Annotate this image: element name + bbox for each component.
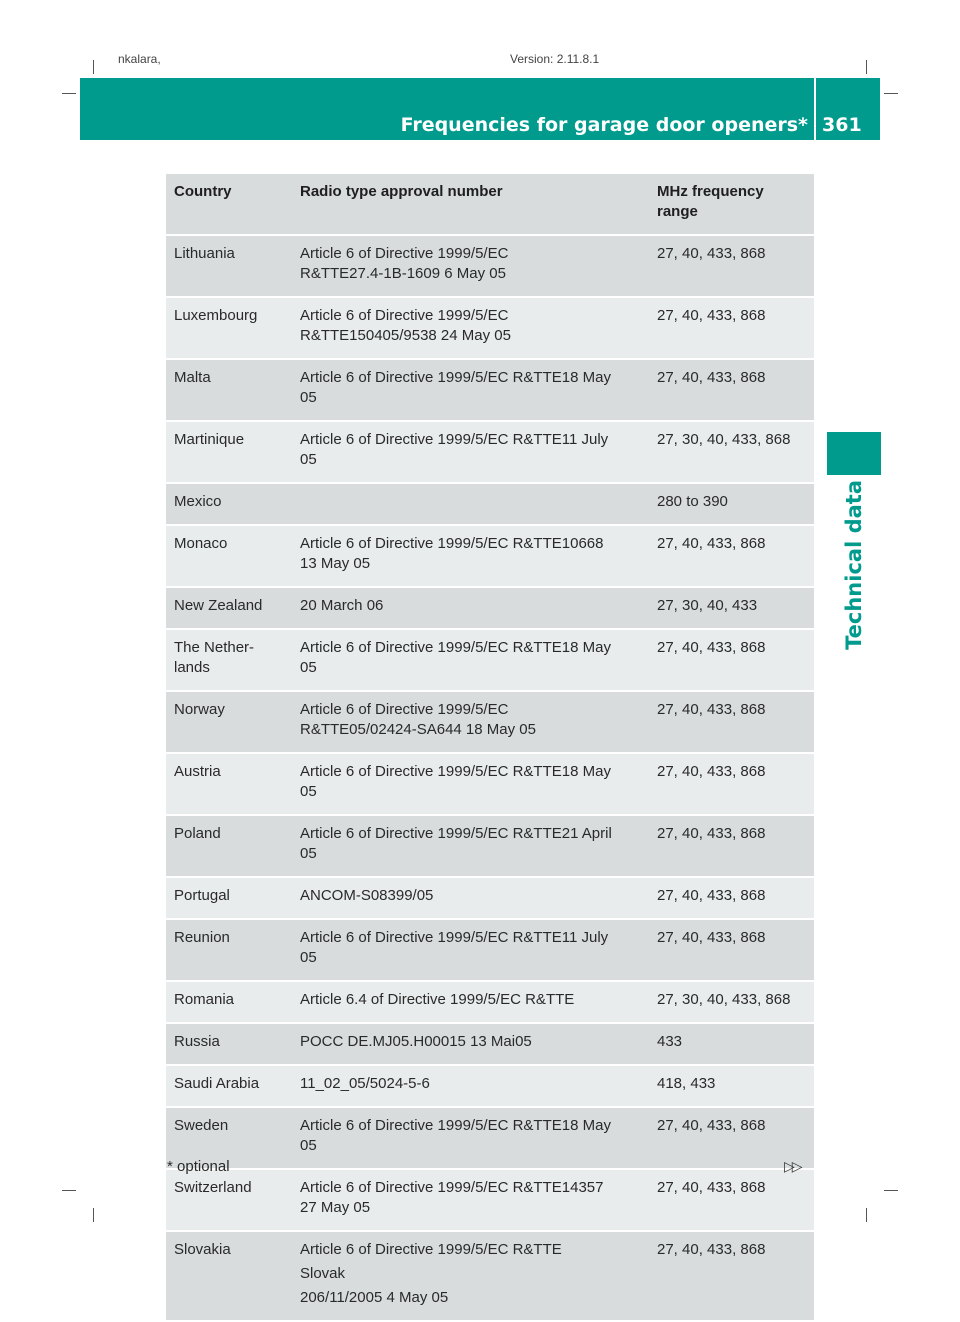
cell-text-line: Article 6 of Directive 1999/5/EC R&TTE [300, 1241, 562, 1258]
cell-radio-approval [292, 360, 649, 420]
cell-text-line: Slovakia [174, 1241, 231, 1258]
cell-text-line: Sweden [174, 1117, 229, 1134]
print-slug-left: nkalara, [118, 52, 161, 66]
cell-mhz-range [649, 1232, 814, 1320]
cell-mhz-range [649, 982, 814, 1022]
cell-country [166, 1066, 292, 1106]
crop-mark [93, 1208, 94, 1222]
cell-text-line: Article 6 of Directive 1999/5/EC R&TTE14357 [300, 1179, 604, 1196]
cell-text-line: Lithuania [174, 245, 235, 262]
crop-mark [62, 93, 76, 94]
cell-country [166, 484, 292, 524]
cell-mhz-range [649, 692, 814, 752]
cell-mhz-range [649, 588, 814, 628]
cell-text-line: Article 6 of Directive 1999/5/EC R&TTE21 April [300, 825, 612, 842]
cell-text-line: Romania [174, 991, 235, 1008]
cell-text-line: 27, 40, 433, 868 [657, 535, 766, 552]
cell-country [166, 920, 292, 980]
section-tab [826, 480, 882, 660]
cell-text-line: Article 6 of Directive 1999/5/EC R&TTE18 May [300, 763, 611, 780]
header-country: Country [166, 174, 292, 234]
cell-mhz-range [649, 360, 814, 420]
section-tab-label: Technical data [842, 480, 866, 650]
cell-country [166, 298, 292, 358]
table-row [166, 422, 814, 482]
cell-text-line: Article 6 of Directive 1999/5/EC R&TTE18 May [300, 1117, 611, 1134]
cell-mhz-range [649, 422, 814, 482]
cell-text-line: 280 to 390 [657, 493, 728, 510]
page-number: 361 [822, 114, 862, 136]
cell-text-line: Article 6 of Directive 1999/5/EC R&TTE18 May [300, 639, 611, 656]
cell-text-line: Article 6 of Directive 1999/5/EC R&TTE11 July [300, 929, 609, 946]
cell-text-line: 27, 40, 433, 868 [657, 825, 766, 842]
cell-text-line: R&TTE05/02424-SA644 18 May 05 [300, 721, 536, 738]
cell-text-line: Article 6 of Directive 1999/5/EC [300, 245, 509, 262]
cell-radio-approval [292, 298, 649, 358]
cell-country [166, 692, 292, 752]
cell-country [166, 1170, 292, 1230]
cell-text-line: Poland [174, 825, 221, 842]
table-row [166, 236, 814, 296]
cell-radio-approval [292, 588, 649, 628]
cell-country [166, 526, 292, 586]
cell-radio-approval [292, 236, 649, 296]
cell-text-line: 05 [300, 451, 317, 468]
table-row [166, 878, 814, 918]
cell-mhz-range [649, 1024, 814, 1064]
cell-text-line: 27, 40, 433, 868 [657, 929, 766, 946]
cell-text-line: 27, 30, 40, 433, 868 [657, 431, 791, 448]
cell-text-line: Luxembourg [174, 307, 258, 324]
cell-text-line: Russia [174, 1033, 220, 1050]
cell-country [166, 422, 292, 482]
footnote: * optional [167, 1158, 230, 1175]
cell-mhz-range [649, 236, 814, 296]
cell-text-line: lands [174, 659, 210, 676]
cell-text-line: 05 [300, 845, 317, 862]
table-body [166, 236, 814, 1320]
table-row [166, 360, 814, 420]
cell-country [166, 630, 292, 690]
cell-text-line: The Nether- [174, 639, 255, 656]
cell-radio-approval [292, 878, 649, 918]
cell-mhz-range [649, 630, 814, 690]
table-row [166, 1232, 814, 1320]
table-row [166, 526, 814, 586]
cell-text-line: Article 6 of Directive 1999/5/EC [300, 307, 509, 324]
header-radio-approval: Radio type approval number [292, 174, 649, 234]
cell-radio-approval [292, 692, 649, 752]
cell-text-line: 27, 40, 433, 868 [657, 639, 766, 656]
cell-radio-approval [292, 630, 649, 690]
cell-radio-approval [292, 484, 649, 524]
table-row [166, 982, 814, 1022]
cell-radio-approval [292, 526, 649, 586]
cell-text-line: 27, 40, 433, 868 [657, 763, 766, 780]
cell-text-line: Norway [174, 701, 225, 718]
table-header-row [166, 174, 814, 234]
cell-text-line: 27, 40, 433, 868 [657, 1241, 766, 1258]
cell-text-line: POCC DE.MJ05.H00015 13 Mai05 [300, 1033, 532, 1050]
cell-text-line: Slovak [300, 1265, 346, 1282]
cell-text-line: Article 6 of Directive 1999/5/EC R&TTE18 May [300, 369, 611, 386]
cell-text-line: Article 6 of Directive 1999/5/EC [300, 701, 509, 718]
cell-mhz-range [649, 1066, 814, 1106]
cell-mhz-range [649, 298, 814, 358]
cell-radio-approval [292, 422, 649, 482]
table-row [166, 754, 814, 814]
cell-text-line: 27, 40, 433, 868 [657, 1117, 766, 1134]
print-slug-right: Version: 2.11.8.1 [510, 52, 600, 66]
cell-text-line: Mexico [174, 493, 222, 510]
table-row [166, 484, 814, 524]
cell-country [166, 588, 292, 628]
cell-mhz-range [649, 484, 814, 524]
cell-text-line: 27 May 05 [300, 1199, 371, 1216]
cell-text-line: 05 [300, 783, 317, 800]
cell-country [166, 1232, 292, 1320]
cell-text-line: 27, 40, 433, 868 [657, 701, 766, 718]
cell-text-line: Malta [174, 369, 211, 386]
next-page-icon: ▷▷ [784, 1158, 800, 1174]
cell-text-line: 05 [300, 659, 317, 676]
table-row [166, 816, 814, 876]
cell-text-line: 13 May 05 [300, 555, 371, 572]
cell-country [166, 982, 292, 1022]
cell-mhz-range [649, 920, 814, 980]
crop-mark [884, 93, 898, 94]
cell-text-line: Reunion [174, 929, 230, 946]
frequency-table [166, 172, 814, 1322]
table-row [166, 920, 814, 980]
cell-text-line: 206/11/2005 4 May 05 [300, 1289, 449, 1306]
cell-text-line: R&TTE27.4-1B-1609 6 May 05 [300, 265, 506, 282]
cell-text-line: 27, 40, 433, 868 [657, 245, 766, 262]
table-row [166, 1024, 814, 1064]
cell-text-line: 27, 40, 433, 868 [657, 1179, 766, 1196]
table-row [166, 692, 814, 752]
cell-text-line: Article 6 of Directive 1999/5/EC R&TTE10668 [300, 535, 604, 552]
cell-radio-approval [292, 920, 649, 980]
cell-text-line: Saudi Arabia [174, 1075, 260, 1092]
cell-country [166, 236, 292, 296]
table-row [166, 1108, 814, 1168]
cell-text-line: 05 [300, 1137, 317, 1154]
header-divider [814, 78, 816, 140]
cell-text-line: 27, 40, 433, 868 [657, 307, 766, 324]
cell-text-line: 05 [300, 949, 317, 966]
cell-radio-approval [292, 816, 649, 876]
cell-radio-approval [292, 1232, 649, 1320]
table-row [166, 630, 814, 690]
cell-country [166, 1024, 292, 1064]
cell-text-line: New Zealand [174, 597, 263, 614]
table-row [166, 1170, 814, 1230]
cell-text-line: 27, 40, 433, 868 [657, 369, 766, 386]
cell-country [166, 878, 292, 918]
cell-text-line: R&TTE150405/9538 24 May 05 [300, 327, 511, 344]
cell-country [166, 754, 292, 814]
cell-text-line: Monaco [174, 535, 228, 552]
cell-radio-approval [292, 1066, 649, 1106]
cell-country [166, 816, 292, 876]
cell-text-line: Austria [174, 763, 221, 780]
cell-text-line: ANCOM-S08399/05 [300, 887, 434, 904]
section-tab-marker [827, 432, 881, 475]
cell-text-line: 05 [300, 389, 317, 406]
cell-country [166, 360, 292, 420]
cell-radio-approval [292, 1108, 649, 1168]
cell-text-line: Article 6 of Directive 1999/5/EC R&TTE11 July [300, 431, 609, 448]
crop-mark [93, 60, 94, 74]
cell-text-line: Switzerland [174, 1179, 252, 1196]
crop-mark [866, 1208, 867, 1222]
crop-mark [62, 1190, 76, 1191]
cell-text-line: Portugal [174, 887, 230, 904]
cell-radio-approval [292, 1170, 649, 1230]
cell-mhz-range [649, 526, 814, 586]
cell-mhz-range [649, 1170, 814, 1230]
cell-text-line: 433 [657, 1033, 683, 1050]
cell-mhz-range [649, 754, 814, 814]
cell-text-line: 27, 30, 40, 433, 868 [657, 991, 791, 1008]
cell-radio-approval [292, 754, 649, 814]
table-row [166, 1066, 814, 1106]
table-row [166, 298, 814, 358]
cell-text-line: 11_02_05/5024-5-6 [300, 1075, 430, 1092]
cell-text-line: 20 March 06 [300, 597, 384, 614]
cell-text-line: 27, 30, 40, 433 [657, 597, 758, 614]
cell-text-line: 27, 40, 433, 868 [657, 887, 766, 904]
cell-mhz-range [649, 816, 814, 876]
cell-mhz-range [649, 878, 814, 918]
header-mhz-range: MHz frequency range [649, 174, 814, 234]
crop-mark [884, 1190, 898, 1191]
cell-radio-approval [292, 1024, 649, 1064]
cell-text-line: Article 6.4 of Directive 1999/5/EC R&TTE [300, 991, 575, 1008]
cell-text-line: Martinique [174, 431, 245, 448]
cell-text-line: 418, 433 [657, 1075, 716, 1092]
cell-radio-approval [292, 982, 649, 1022]
page-title: Frequencies for garage door openers* [400, 114, 808, 136]
crop-mark [866, 60, 867, 74]
table-row [166, 588, 814, 628]
